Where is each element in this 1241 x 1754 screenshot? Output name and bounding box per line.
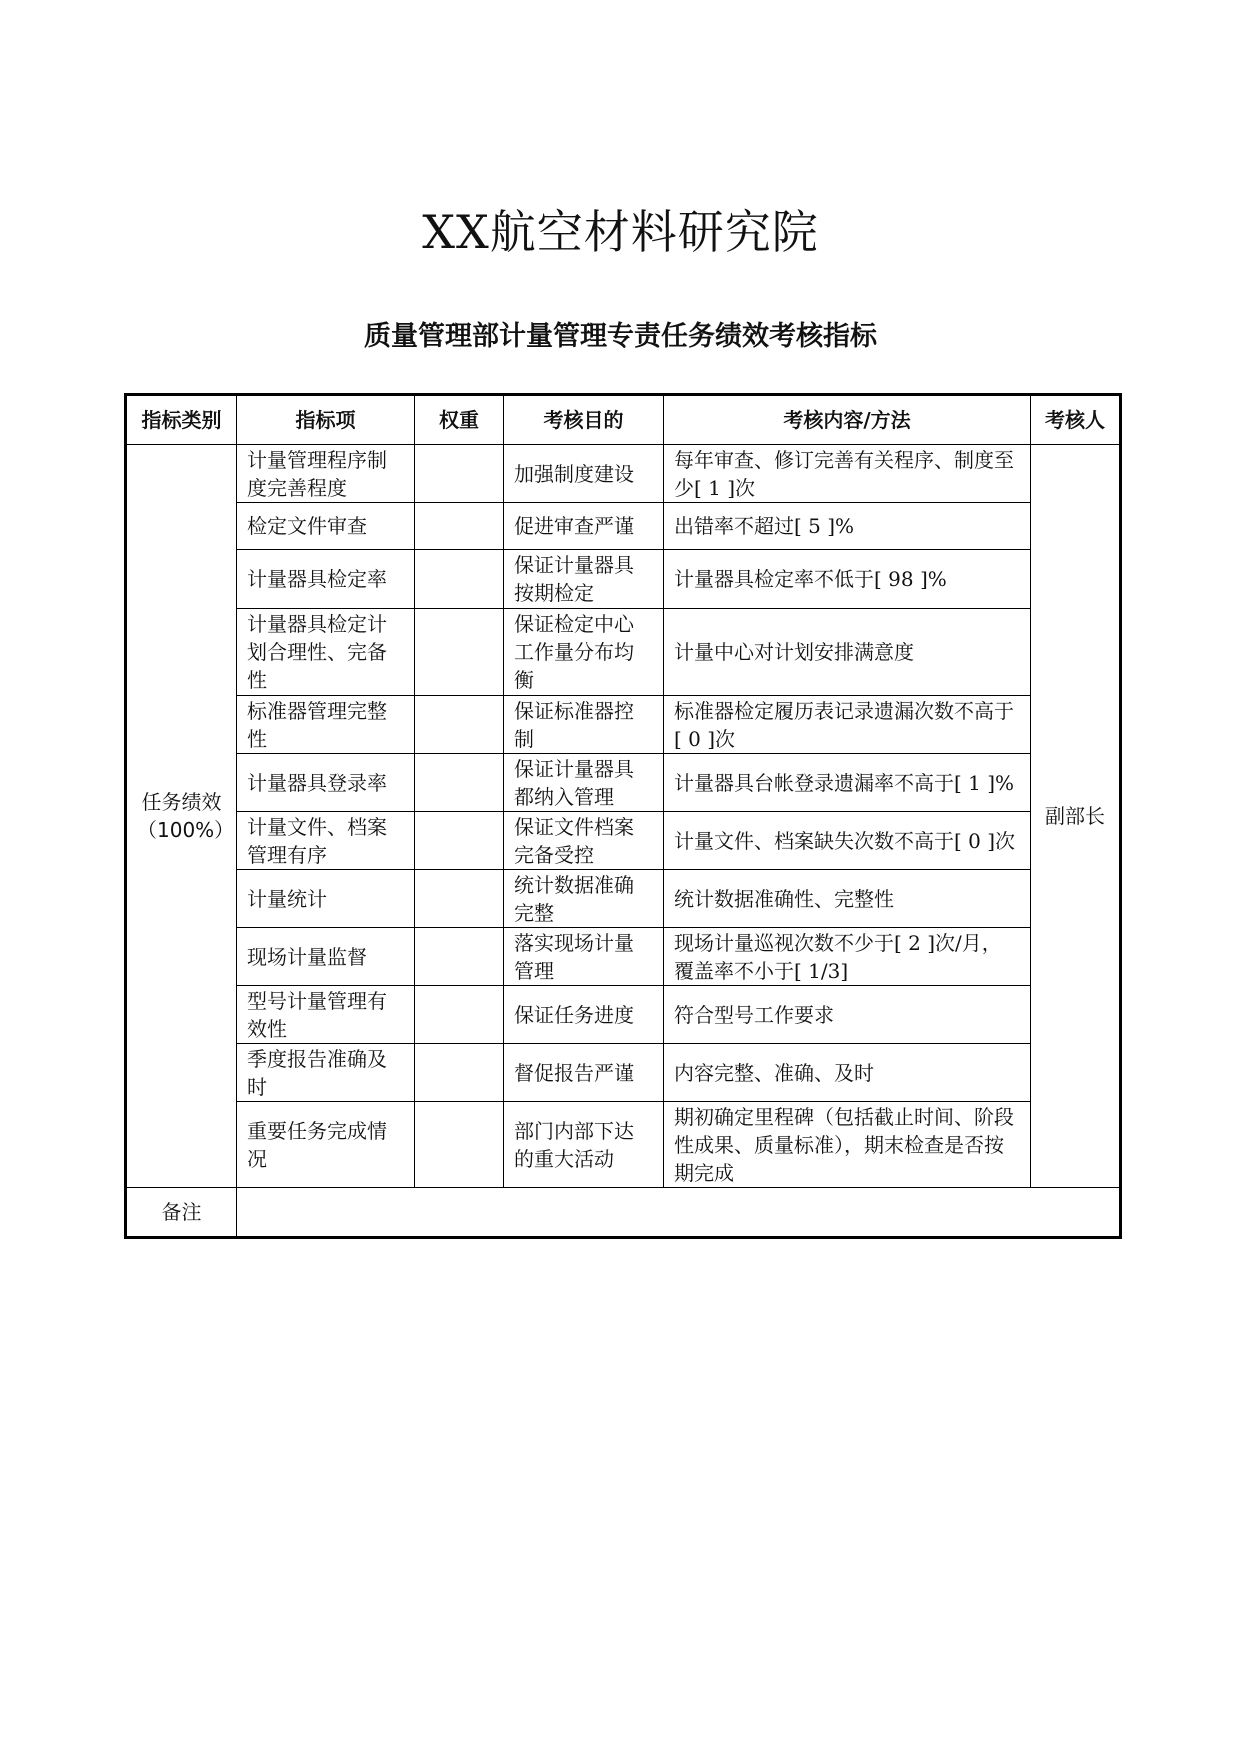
weight-cell [415,503,504,550]
table-row [126,928,1121,986]
purpose-cell: 保证检定中心工作量分布均衡 [504,609,664,696]
table-row [126,445,1121,503]
item-cell: 计量器具检定计划合理性、完备性 [237,609,415,696]
item-cell: 计量器具检定率 [237,550,415,609]
weight-cell [415,928,504,986]
item-cell: 计量管理程序制度完善程度 [237,445,415,503]
content-cell: 现场计量巡视次数不少于[ 2 ]次/月，覆盖率不小于[ 1/3] [664,928,1031,986]
table-row [126,986,1121,1044]
header-item: 指标项 [237,395,415,445]
org-title: XX航空材料研究院 [422,205,819,259]
weight-cell [415,696,504,754]
item-cell: 计量器具登录率 [237,754,415,812]
table-row [126,609,1121,696]
purpose-cell: 保证计量器具按期检定 [504,550,664,609]
remark-row [126,1188,1121,1238]
header-row [126,395,1121,445]
content-cell: 符合型号工作要求 [664,986,1031,1044]
purpose-cell: 统计数据准确完整 [504,870,664,928]
purpose-cell: 促进审查严谨 [504,503,664,550]
weight-cell [415,986,504,1044]
category-weight: （100%） [137,818,235,842]
weight-cell [415,870,504,928]
purpose-cell: 保证文件档案完备受控 [504,812,664,870]
purpose-cell: 督促报告严谨 [504,1044,664,1102]
content-cell: 标准器检定履历表记录遗漏次数不高于[ 0 ]次 [664,696,1031,754]
table-row [126,696,1121,754]
doc-title: 质量管理部计量管理专责任务绩效考核指标 [364,321,877,352]
table-row [126,550,1121,609]
table-row [126,870,1121,928]
content-cell: 期初确定里程碑（包括截止时间、阶段性成果、质量标准），期末检查是否按期完成 [664,1102,1031,1188]
rater-cell: 副部长 [1031,445,1121,1188]
content-cell: 计量中心对计划安排满意度 [664,609,1031,696]
content-cell: 计量文件、档案缺失次数不高于[ 0 ]次 [664,812,1031,870]
table-row [126,1102,1121,1188]
weight-cell [415,1102,504,1188]
purpose-cell: 加强制度建设 [504,445,664,503]
item-cell: 重要任务完成情况 [237,1102,415,1188]
purpose-cell: 部门内部下达的重大活动 [504,1102,664,1188]
item-cell: 标准器管理完整性 [237,696,415,754]
weight-cell [415,550,504,609]
remark-label: 备注 [126,1188,237,1238]
content-cell: 统计数据准确性、完整性 [664,870,1031,928]
table-row [126,1044,1121,1102]
purpose-cell: 保证任务进度 [504,986,664,1044]
category-name: 任务绩效 [141,790,222,814]
item-cell: 型号计量管理有效性 [237,986,415,1044]
remark-value [237,1188,1121,1238]
content-cell: 计量器具台帐登录遗漏率不高于[ 1 ]% [664,754,1031,812]
table-row [126,503,1121,550]
header-weight: 权重 [415,395,504,445]
header-content: 考核内容/方法 [664,395,1031,445]
header-category: 指标类别 [126,395,237,445]
content-cell: 内容完整、准确、及时 [664,1044,1031,1102]
weight-cell [415,812,504,870]
weight-cell [415,754,504,812]
item-cell: 检定文件审查 [237,503,415,550]
purpose-cell: 落实现场计量管理 [504,928,664,986]
item-cell: 计量统计 [237,870,415,928]
table-row [126,812,1121,870]
content-cell: 每年审查、修订完善有关程序、制度至少[ 1 ]次 [664,445,1031,503]
category-cell [126,445,237,1188]
purpose-cell: 保证标准器控制 [504,696,664,754]
header-purpose: 考核目的 [504,395,664,445]
weight-cell [415,445,504,503]
table-row [126,754,1121,812]
item-cell: 现场计量监督 [237,928,415,986]
weight-cell [415,1044,504,1102]
content-cell: 出错率不超过[ 5 ]% [664,503,1031,550]
item-cell: 季度报告准确及时 [237,1044,415,1102]
item-cell: 计量文件、档案管理有序 [237,812,415,870]
purpose-cell: 保证计量器具都纳入管理 [504,754,664,812]
weight-cell [415,609,504,696]
kpi-table [124,393,1122,1239]
header-rater: 考核人 [1031,395,1121,445]
content-cell: 计量器具检定率不低于[ 98 ]% [664,550,1031,609]
